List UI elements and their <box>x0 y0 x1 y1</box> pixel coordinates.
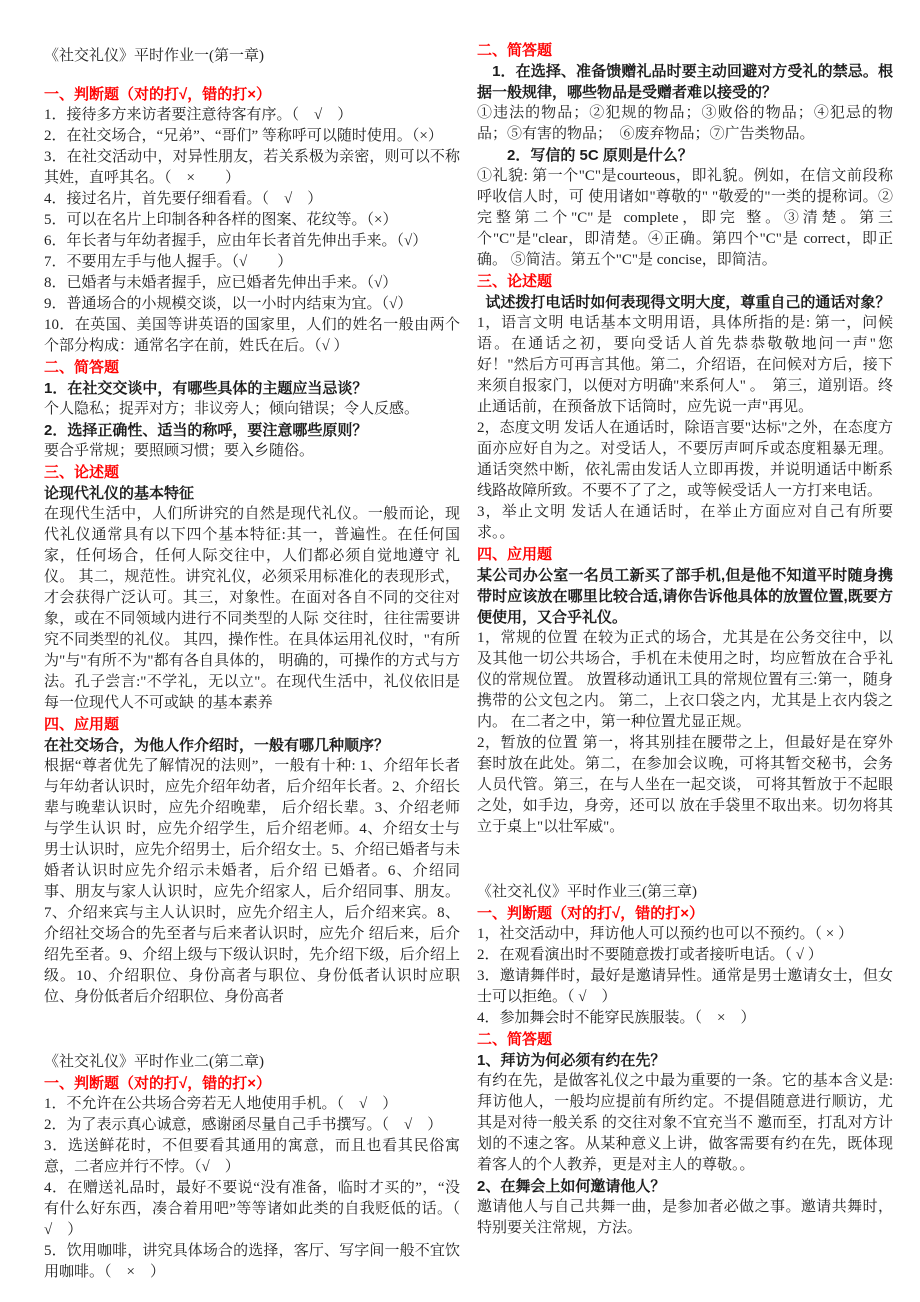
paragraph: ①礼貌: 第一个"C"是courteous，即礼貌。例如，在信文前段称呼收信人时，可 使用诸如"尊敬的" "敬爱的"一类的提称词。②完整第二个"C"是 complete，即完 整。③清楚。第三个"C"是"clear，即清楚。④正确。第四个"C"是 correct，即正确。 ⑤简洁。第五个"C"是 concise，即简洁。 <box>477 168 893 268</box>
paragraph: ①违法的物品；②犯规的物品；③败俗的物品；④犯忌的物品；⑤有害的物品； ⑥废弃物品；⑦广告类物品。 <box>477 105 893 142</box>
paragraph: 4．接过名片，首先要仔细看看。（ √ ） <box>44 191 323 207</box>
section-heading: 二、简答题 <box>44 359 120 376</box>
question-text: 2．写信的 5C 原则是什么？ <box>477 147 693 164</box>
question-text: 2．选择正确性、适当的称呼，要注意哪些原则？ <box>44 422 368 439</box>
doc-title: 《社交礼仪》平时作业一(第一章) <box>44 48 264 64</box>
question-text: 1．在选择、准备馈赠礼品时要主动回避对方受礼的禁忌。根据一般规律，哪些物品是受赠者难以接受的？ <box>477 63 893 101</box>
question-text: 2、在舞会上如何邀请他人？ <box>477 1178 666 1195</box>
section-heading: 一、判断题（对的打√，错的打×） <box>44 1075 271 1092</box>
doc-title: 《社交礼仪》平时作业二(第二章) <box>44 1054 264 1070</box>
paragraph: 8．已婚者与未婚者握手，应已婚者先伸出手来。（√） <box>44 275 398 291</box>
paragraph: 在现代生活中，人们所讲究的自然是现代礼仪。一般而论，现代礼仪通常具有以下四个基本特征:其一，普遍性。在任何国家，任何场合，任何人际交往中，人们都必须自觉地遵守 礼仪。 其二，规范性。讲究礼仪，必须采用标准化的表现形式，才会获得广泛认可。其三，对象性。在面对各自不同的交往对象，或在不同领域内进行不同类型的人际 交往时，往往需要讲究不同类型的礼仪。 其四，操作性。在具体运用礼仪时，"有所为"与"有所不为"都有各自具体的， 明确的，可操作的方式与方法。孔子尝言:"不学礼，无以立"。在现代生活中，礼仪依旧是每一位现代人不可或缺 的基本素养 <box>44 506 460 711</box>
paragraph: 1．接待多方来访者要注意待客有序。（ √ ） <box>44 107 353 123</box>
question-text: 1．在社交交谈中，有哪些具体的主题应当忌谈？ <box>44 380 368 397</box>
section-heading: 一、判断题（对的打√，错的打×） <box>477 905 704 922</box>
paragraph: 有约在先，是做客礼仪之中最为重要的一条。它的基本含义是:拜访他人，一般均应提前有所约定。不提倡随意进行顺访，尤其是对待一般关系 的交往对象不宜充当不 邀而至，打乱对方计划的不速之客。从某种意义上讲，做客需要有约在先，既体现着客人的个人教养，更是对主人的尊敬。。 <box>477 1073 893 1173</box>
paragraph: 1，语言文明 电话基本文明用语，具体所指的是: 第一，问候语。在通话之初，要向受话人首先恭恭敬敬地问一声"您好！"然后方可再言其他。第二，介绍语，在问候对方后，接下来须自报家门，以便对方明确"来系何人" 。 第三，道别语。终止通话前，在预备放下话筒时，应先说一声"再见。 <box>477 315 893 415</box>
section-heading: 二、简答题 <box>477 1031 553 1048</box>
paragraph: 要合乎常规；要照顾习惯；要入乡随俗。 <box>44 443 315 459</box>
paragraph: 2．为了表示真心诚意，感谢函尽量自己手书撰写。（ √ ） <box>44 1117 443 1133</box>
paragraph: 根据“尊者优先了解情况的法则”，一般有十种: 1、介绍年长者与年幼者认识时，应先介绍年幼者，后介绍年长者。2、介绍长辈与晚辈认识时，应先介绍晚辈， 后介绍长辈。3、介绍老师与学生认识 时，应先介绍学生，后介绍老师。4、介绍女士与男士认识时，应先介绍男士，后介绍女士。5、介绍已婚者与未婚者认识时应先介绍示未婚者，后介绍 已婚者。6、介绍同事、朋友与家人认识时，应先介绍家人，后介绍同事、朋友。7、介绍来宾与主人认识时，应先介绍主人，后介绍来宾。8、介绍社交场合的先至者与后来者认识时，应先介 绍后来，后介绍先至者。9、介绍上级与下级认识时，先介绍下级，后介绍上级。10、介绍职位、身份高者与职位、身份低者认识时应职位、身份低者后介绍职位、身份高者 <box>44 758 460 1005</box>
question-text: 试述拨打电话时如何表现得文明大度，尊重自己的通话对象？ <box>477 294 891 311</box>
question-text: 在社交场合，为他人作介绍时，一般有哪几种顺序？ <box>44 737 390 754</box>
paragraph: 2，暂放的位置 第一，将其别挂在腰带之上，但最好是在穿外套时放在此处。第二，在参加会议晚，可将其暂交秘书，会务人员代管。第三，在与人坐在一起交谈， 可将其暂放于不起眼之处，如手边，身旁，还可以 放在手袋里不取出来。切勿将其立于桌上"以壮军威"。 <box>477 735 893 835</box>
paragraph: 4．在赠送礼品时，最好不要说“没有准备，临时才买的”，“没有什么好东西，凑合着用吧”等等诸如此类的自我贬低的话。（ √ ） <box>44 1180 476 1238</box>
paragraph: 9．普通场合的小规模交谈，以一小时内结束为宜。（√） <box>44 296 413 312</box>
paragraph: 6．年长者与年幼者握手，应由年长者首先伸出手来。（√） <box>44 233 428 249</box>
paragraph: 10．在英国、美国等讲英语的国家里，人们的姓名一般由两个个部分构成：通常名字在前，姓氏在后。（√ ） <box>44 317 460 354</box>
paragraph: 1，社交活动中，拜访他人可以预约也可以不预约。（ × ） <box>477 926 853 942</box>
paragraph: 2．在观看演出时不要随意拨打或者接听电话。（ √ ） <box>477 947 823 963</box>
paragraph: 1，常规的位置 在较为正式的场合，尤其是在公务交往中，以及其他一切公共场合，手机在未使用之时，均应暂放在合乎礼仪的常规位置。 放置移动通讯工具的常规位置有三:第一，随身携带的公文包之内。 第二，上衣口袋之内，尤其是上衣内袋之内。 在二者之中，第一种位置尤显正规。 <box>477 630 893 730</box>
column-right <box>477 40 893 1302</box>
section-heading: 四、应用题 <box>477 546 553 563</box>
paragraph: 7．不要用左手与他人握手。（√ ） <box>44 254 293 270</box>
doc-title: 《社交礼仪》平时作业三(第三章) <box>477 884 697 900</box>
paragraph: 5．饮用咖啡，讲究具体场合的选择，客厅、写字间一般不宜饮用咖啡。（ × ） <box>44 1243 460 1280</box>
paragraph: 2，态度文明 发话人在通话时，除语言要"达标"之外，在态度方面亦应好自为之。对受话人，不要厉声呵斥或态度粗暴无理。通话突然中断，依礼需由发话人立即再拨，并说明通话中断系线路故障所致。不要不了了之，或等候受话人一方打来电话。 <box>477 420 893 499</box>
question-text: 1、拜访为何必须有约在先？ <box>477 1052 666 1069</box>
paragraph: 1．不允许在公共场合旁若无人地使用手机。（ √ ） <box>44 1096 398 1112</box>
section-heading: 三、论述题 <box>477 273 553 290</box>
section-heading: 三、论述题 <box>44 464 120 481</box>
paragraph: 4．参加舞会时不能穿民族服装。（ × ） <box>477 1010 756 1026</box>
paragraph: 5．可以在名片上印制各种各样的图案、花纹等。（×） <box>44 212 398 228</box>
paragraph: 3．邀请舞伴时，最好是邀请异性。通常是男士邀请女士，但女士可以拒绝。（ √ ） <box>477 968 893 1005</box>
column-left <box>44 40 476 1302</box>
section-heading: 二、简答题 <box>477 42 553 59</box>
paragraph: 3，举止文明 发话人在通话时，在举止方面应对自己有所要求。。 <box>477 504 893 541</box>
question-text: 论现代礼仪的基本特征 <box>44 485 195 502</box>
paragraph: 2．在社交场合，“兄弟”、“哥们” 等称呼可以随时使用。（×） <box>44 128 443 144</box>
paragraph: 3．在社交活动中，对异性朋友，若关系极为亲密，则可以不称其姓，直呼其名。（ × ） <box>44 149 460 186</box>
paragraph: 邀请他人与自己共舞一曲，是参加者必做之事。邀请共舞时，特别要关注常规，方法。 <box>477 1199 893 1236</box>
section-heading: 四、应用题 <box>44 716 120 733</box>
question-text: 某公司办公室一名员工新买了部手机,但是他不知道平时随身携带时应该放在哪里比较合适,请你告诉他具体的放置位置,既要方便使用，又合乎礼仪。 <box>477 567 893 626</box>
section-heading: 一、判断题（对的打√，错的打×） <box>44 86 271 103</box>
paragraph: 个人隐私；捉弄对方；非议旁人；倾向错误；令人反感。 <box>44 401 420 417</box>
paragraph: 3．选送鲜花时，不但要看其通用的寓意，而且也看其民俗寓意，二者应并行不悖。（√ ） <box>44 1138 460 1175</box>
